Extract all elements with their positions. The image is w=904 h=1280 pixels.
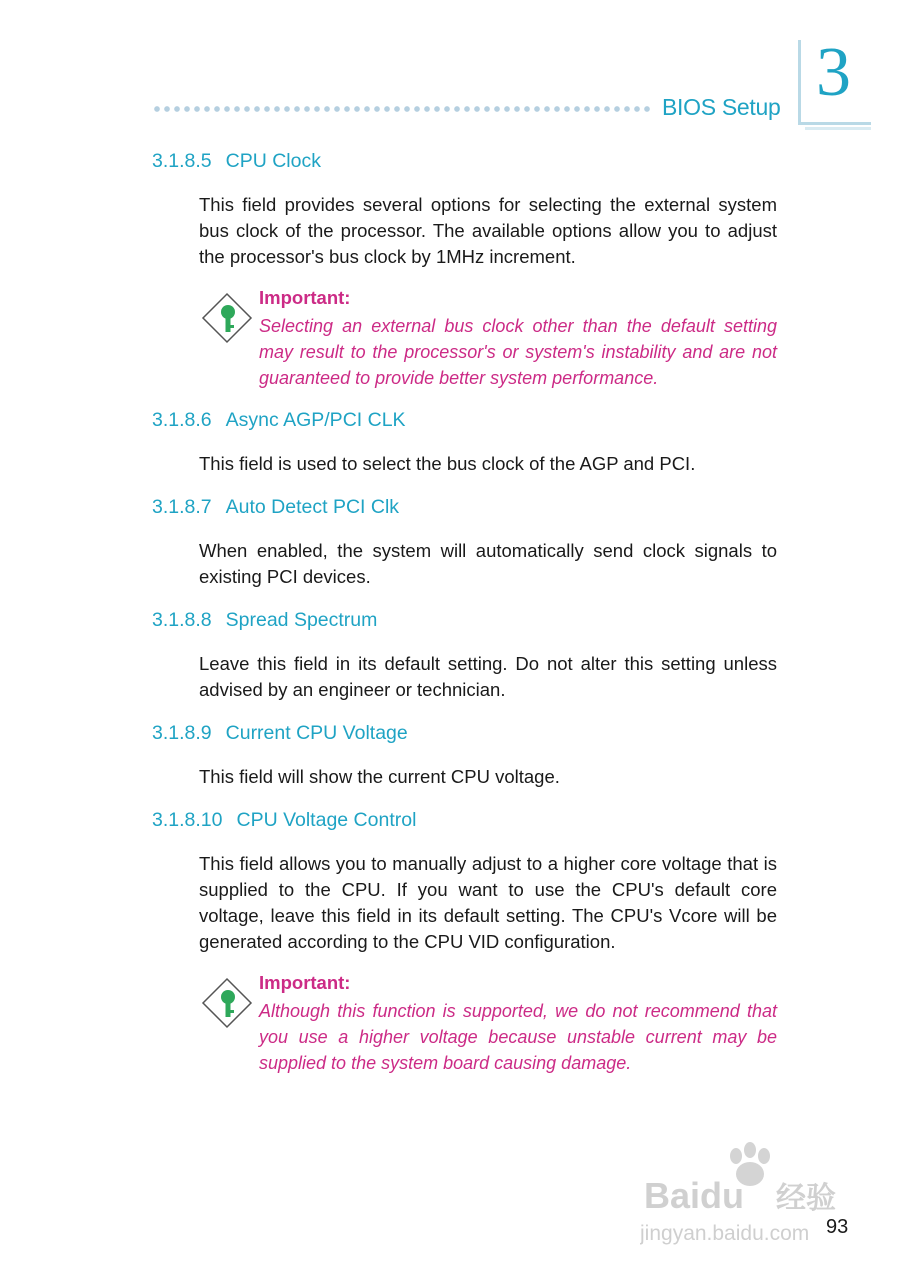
section-body: This field is used to select the bus clock of the AGP and PCI. (199, 453, 696, 474)
section-number: 3.1.8.5 (152, 150, 212, 172)
section-number: 3.1.8.9 (152, 722, 212, 744)
section-number: 3.1.8.7 (152, 496, 212, 518)
section-label: BIOS Setup (662, 94, 781, 120)
section-number: 3.1.8.8 (152, 609, 212, 631)
section-title: CPU Voltage Control (236, 809, 417, 831)
section-body: When enabled, the system will automatically send clock signals to existing PCI devices. (199, 540, 777, 587)
section-body: This field will show the current CPU voltage. (199, 766, 560, 787)
section-heading-async-agp-pci-clk (152, 409, 406, 432)
chapter-number: 3 (816, 34, 851, 111)
watermark-brand: Baidu (644, 1175, 745, 1216)
section-heading-cpu-voltage-control (152, 809, 416, 832)
section-title: CPU Clock (225, 150, 321, 172)
section-title: Spread Spectrum (225, 609, 378, 631)
watermark-url: jingyan.baidu.com (640, 1222, 810, 1245)
section-number: 3.1.8.10 (152, 809, 223, 831)
section-number: 3.1.8.6 (152, 409, 212, 431)
key-icon (201, 292, 253, 344)
important-text: Although this function is supported, we do not recommend that you use a higher voltage because unstable current may be supplied to the system board causing damage. (259, 1001, 777, 1073)
section-title: Auto Detect PCI Clk (225, 496, 400, 518)
section-heading-spread-spectrum (152, 609, 377, 632)
section-title: Current CPU Voltage (225, 722, 408, 744)
section-heading-auto-detect-pci-clk (152, 496, 399, 519)
section-title: Async AGP/PCI CLK (225, 409, 406, 431)
section-heading-cpu-clock (152, 150, 321, 173)
watermark-brand-cn: 经验 (776, 1181, 836, 1216)
section-body: This field provides several options for selecting the external system bus clock of the processor. The available options allow you to adjust the processor's bus clock by 1MHz increment. (199, 194, 777, 267)
header-dot-rule (152, 104, 652, 114)
important-title: Important: (259, 972, 351, 993)
section-body: Leave this field in its default setting. Do not alter this setting unless advised by an engineer or technician. (199, 653, 777, 700)
baidu-watermark (640, 1140, 850, 1250)
section-heading-current-cpu-voltage (152, 722, 408, 745)
important-title: Important: (259, 287, 351, 308)
page-number: 93 (826, 1216, 849, 1238)
key-icon (201, 977, 253, 1029)
section-body: This field allows you to manually adjust to a higher core voltage that is supplied to the CPU. If you want to use the CPU's default core voltage, leave this field in its default setting. The CPU's Vcore will be generated according to the CPU VID configuration. (199, 853, 777, 952)
important-text: Selecting an external bus clock other than the default setting may result to the processor's or system's instability and are not guaranteed to provide better system performance. (259, 316, 777, 388)
